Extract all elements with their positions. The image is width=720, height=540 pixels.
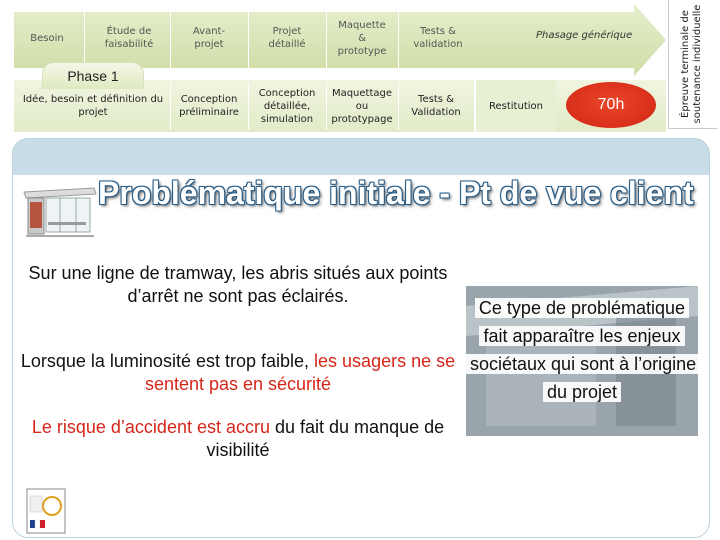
cell-maquettage: Maquettage ou prototypage [331,87,393,125]
vertical-tab-label: Épreuve terminale de soutenance individuelle [680,4,703,124]
phase-1-tab[interactable]: Phase 1 [42,62,144,89]
phasage-generique-label: Phasage générique [536,30,633,41]
stage-divider [248,6,249,70]
cell-idee-besoin: Idée, besoin et définition du projet [22,94,164,118]
paragraph-insecurity [20,350,456,396]
stage-projet-detaille: Projet détaillé [268,26,306,50]
stage-divider [326,6,327,70]
ministry-logo [26,488,66,534]
cell-conception-detaillee: Conception détaillée, simulation [258,87,316,125]
stage-divider [170,6,171,70]
cell-conception-preliminaire: Conception préliminaire [179,94,239,118]
stage-tests-validation: Tests & validation [413,26,463,50]
insecurity-lead: Lorsque la luminosité est trop faible, [20,351,315,371]
stage-maquette-prototype: Maquette & prototype [337,19,387,57]
stage-divider [84,6,85,70]
page-title: Problématique initiale - Pt de vue client [98,175,694,211]
stage-etude-faisabilite: Étude de faisabilité [104,26,154,50]
cell-divider [326,82,327,130]
risk-tail: du fait du manque de visibilité [206,417,445,460]
paragraph-context: Sur une ligne de tramway, les abris situés aux points d’arrêt ne sont pas éclairés. [28,263,448,306]
photo-caption-text: Ce type de problématique fait apparaître les enjeux sociétaux qui sont à l’origine du projet [466,298,700,402]
photo-caption [466,294,698,406]
stage-besoin: Besoin [30,32,64,44]
stage-divider [398,6,399,70]
cell-divider [398,82,399,130]
restitution-cell: Restitution [476,80,556,132]
stage-avant-projet: Avant- projet [192,26,226,50]
cell-divider [170,82,171,130]
bus-shelter-icon [20,184,98,240]
insecurity-emphasis: les usagers ne se sentent pas en sécurité [144,351,456,394]
risk-emphasis: Le risque d’accident est accru [31,417,270,437]
cell-divider [248,82,249,130]
cell-tests-validation: Tests & Validation [411,94,461,118]
paragraph-risk [20,416,456,462]
hours-badge: 70h [566,82,656,128]
